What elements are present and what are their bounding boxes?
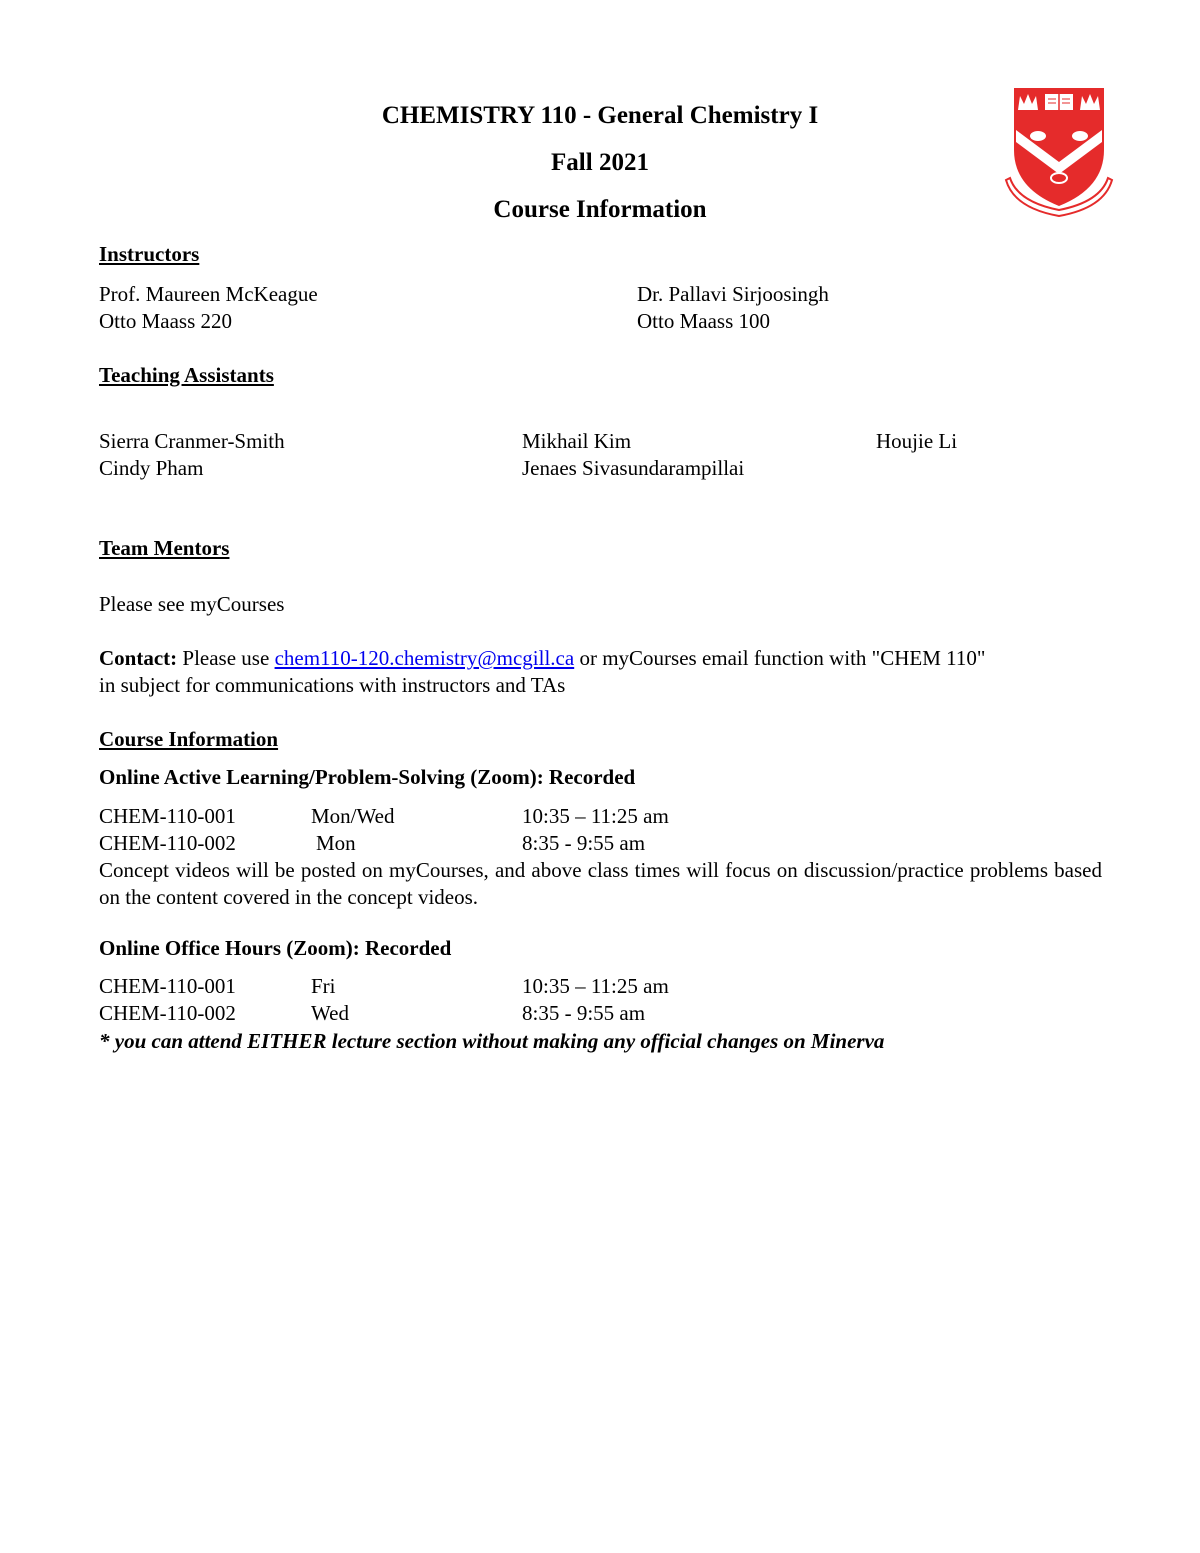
schedule-time: 8:35 - 9:55 am xyxy=(522,831,646,855)
ta-name: Mikhail Kim xyxy=(522,429,632,453)
ta-name: Sierra Cranmer-Smith xyxy=(99,429,285,453)
document-subtitle: Course Information xyxy=(493,196,707,223)
contact-line-2: in subject for communications with instructors and TAs xyxy=(99,673,566,697)
instructor-name: Prof. Maureen McKeague xyxy=(99,282,318,306)
schedule-time: 10:35 – 11:25 am xyxy=(522,974,669,998)
schedule-days: Fri xyxy=(311,974,336,998)
contact-line xyxy=(99,645,985,672)
schedule-time: 10:35 – 11:25 am xyxy=(522,804,669,828)
document-title: CHEMISTRY 110 - General Chemistry I xyxy=(381,102,819,129)
instructors-heading: Instructors xyxy=(99,242,200,266)
office-hours-heading: Online Office Hours (Zoom): Recorded xyxy=(99,936,452,960)
ta-name: Houjie Li xyxy=(876,429,958,453)
schedule-section: CHEM-110-002 xyxy=(99,831,236,855)
ta-name: Cindy Pham xyxy=(99,456,204,480)
instructor-name: Dr. Pallavi Sirjoosingh xyxy=(637,282,829,306)
contact-label: Contact: xyxy=(99,646,178,670)
concept-videos-note: Concept videos will be posted on myCourses, and above class times will focus on discussion/practice problems based on the content covered in the concept videos. xyxy=(99,858,1102,909)
schedule-days: Wed xyxy=(311,1001,349,1025)
schedule-section: CHEM-110-002 xyxy=(99,1001,236,1025)
schedule-days: Mon xyxy=(316,831,356,855)
schedule-days: Mon/Wed xyxy=(311,804,395,828)
term-label: Fall 2021 xyxy=(551,149,649,176)
schedule-section: CHEM-110-001 xyxy=(99,974,236,998)
mentors-text: Please see myCourses xyxy=(99,592,285,616)
instructor-office: Otto Maass 220 xyxy=(99,309,232,333)
contact-pre-text: Please use xyxy=(177,646,275,670)
contact-email-link[interactable]: chem110-120.chemistry@mcgill.ca xyxy=(274,646,575,670)
active-learning-heading: Online Active Learning/Problem-Solving (Zoom): Recorded xyxy=(99,765,636,789)
schedule-time: 8:35 - 9:55 am xyxy=(522,1001,646,1025)
mentors-heading: Team Mentors xyxy=(99,536,230,560)
ta-name: Jenaes Sivasundarampillai xyxy=(522,456,745,480)
instructor-office: Otto Maass 100 xyxy=(637,309,770,333)
course-info-heading: Course Information xyxy=(99,727,279,751)
ta-heading: Teaching Assistants xyxy=(99,363,274,387)
contact-post-text: or myCourses email function with "CHEM 110" xyxy=(574,646,986,670)
schedule-section: CHEM-110-001 xyxy=(99,804,236,828)
lecture-section-note: * you can attend EITHER lecture section without making any official changes on Minerva xyxy=(99,1029,885,1053)
